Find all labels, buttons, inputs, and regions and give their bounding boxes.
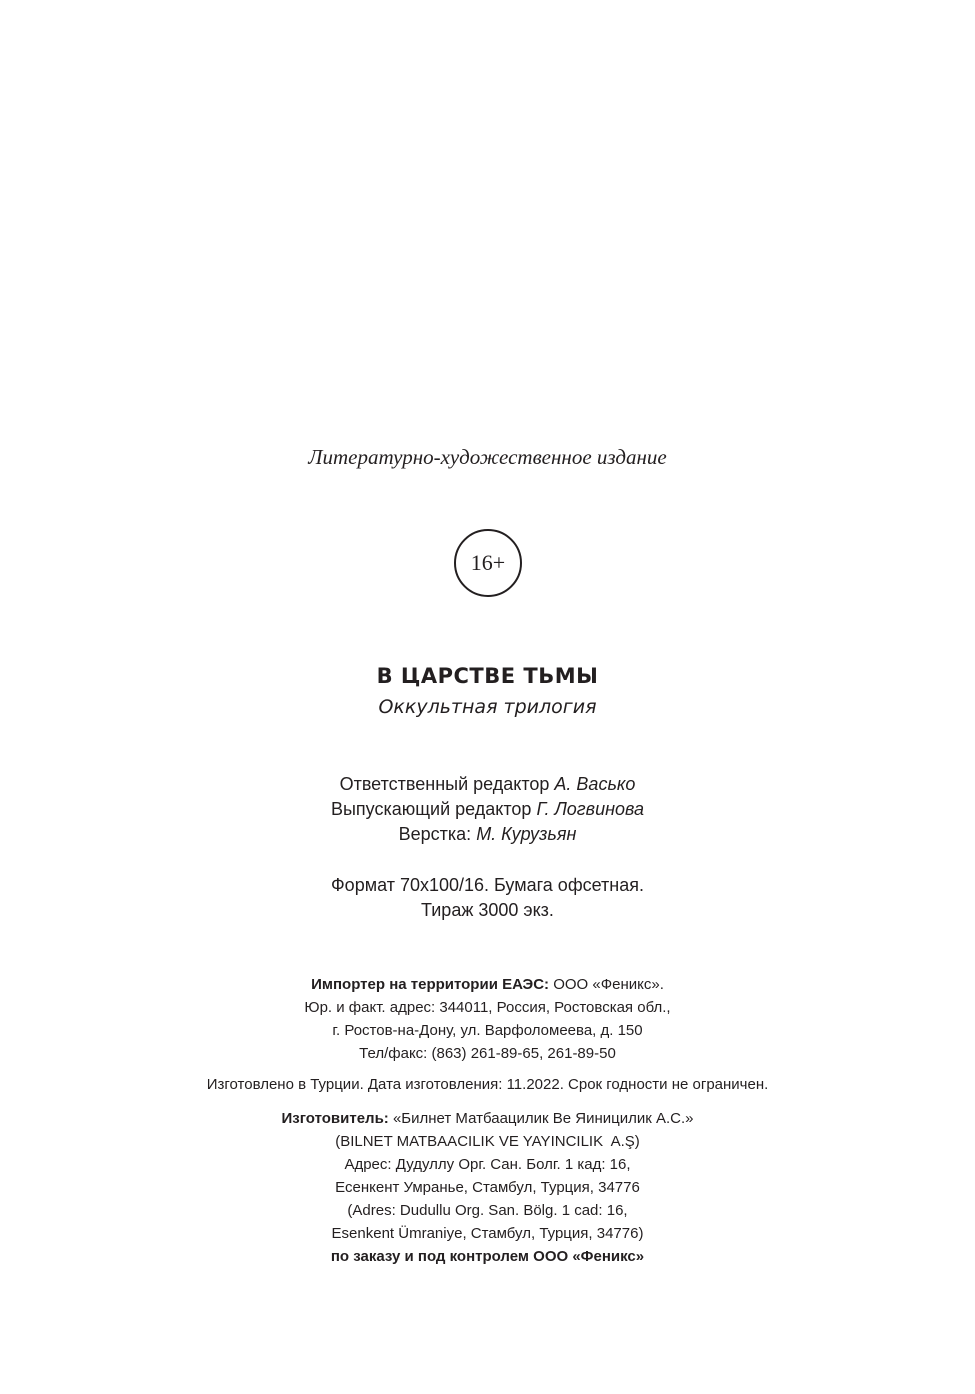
- importer-line: [0, 973, 975, 996]
- made-in-line: Изготовлено в Турции. Дата изготовления: 11.2022. Срок годности не ограничен.: [206, 1076, 769, 1093]
- print-run-line: Тираж 3000 экз.: [421, 900, 554, 920]
- manufacturer-line: [0, 1107, 975, 1130]
- credit-name: Г. Логвинова: [536, 799, 645, 819]
- importer-address-line: Юр. и факт. адрес: 344011, Россия, Ростовская обл.,: [304, 999, 671, 1016]
- edition-type: Литературно-художественное издание: [308, 445, 667, 469]
- credits: [0, 772, 975, 847]
- credit-line: [0, 797, 975, 822]
- importer-company: ООО «Феникс».: [549, 976, 664, 993]
- order-note: [0, 1245, 975, 1268]
- manufacturer-company-latin: (BILNET MATBAACILIK VE YAYINCILIK A.Ş): [335, 1133, 640, 1150]
- credit-line: [0, 822, 975, 847]
- credit-name: М. Курузьян: [476, 824, 577, 844]
- manufacturer-address-latin-line: Esenkent Ümraniye, Стамбул, Турция, 34776): [331, 1225, 644, 1242]
- importer-info: [0, 973, 975, 1065]
- order-note-text: по заказу и под контролем ООО «Феникс»: [330, 1248, 645, 1265]
- importer-address-line: г. Ростов-на-Дону, ул. Варфоломеева, д. 150: [332, 1022, 643, 1039]
- format-info: [0, 873, 975, 923]
- importer-phone: Тел/факс: (863) 261-89-65, 261-89-50: [359, 1045, 616, 1062]
- manufacturer-info: [0, 1107, 975, 1268]
- age-rating-label: 16+: [470, 550, 506, 575]
- manufacturer-address-line: Адрес: Дудуллу Орг. Сан. Болг. 1 кад: 16,: [344, 1156, 631, 1173]
- book-title: В ЦАРСТВЕ ТЬМЫ: [376, 664, 599, 688]
- manufacturer-label: Изготовитель:: [281, 1110, 389, 1127]
- manufacturer-address-line: Есенкент Умранье, Стамбул, Турция, 34776: [335, 1179, 640, 1196]
- credit-name: А. Васько: [554, 774, 636, 794]
- manufacturer-company: «Билнет Матбаацилик Ве Яиницилик А.С.»: [388, 1110, 694, 1127]
- credit-role: Выпускающий редактор: [330, 799, 537, 819]
- importer-label: Импортер на территории ЕАЭС:: [311, 976, 550, 993]
- manufacturer-address-latin-line: (Adres: Dudullu Org. San. Bölg. 1 cad: 16,: [347, 1202, 628, 1219]
- book-subtitle: Оккультная трилогия: [378, 696, 597, 718]
- credit-line: [0, 772, 975, 797]
- age-rating-badge: [454, 529, 522, 597]
- credit-role: Ответственный редактор: [339, 774, 555, 794]
- credit-role: Верстка:: [398, 824, 477, 844]
- format-line: Формат 70x100/16. Бумага офсетная.: [331, 875, 644, 895]
